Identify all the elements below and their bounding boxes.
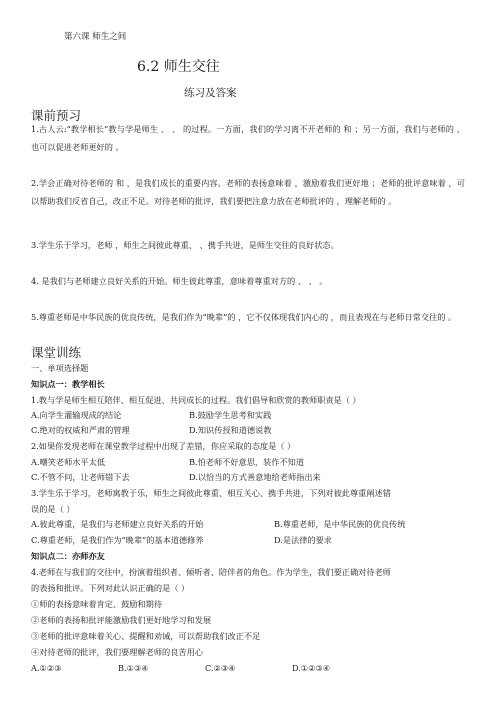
knowledge-point-1: 知识点一：教学相长	[31, 379, 105, 389]
page-subtitle: 练习及答案	[184, 87, 237, 99]
q2-option-a: A.嘲笑老师水平太低	[31, 457, 106, 467]
preview-item-1: 1.古人云:“教学相长”教与学是师生 、 、 的过程。一方面，我们的学习离不开老师的 和 ；另一方面，我们与老师的 ，也可以促进老师更好的 。	[31, 124, 465, 152]
q4-option-b: B.①③④	[118, 663, 149, 673]
knowledge-point-2: 知识点二：亦师亦友	[31, 551, 105, 561]
q4-statement-4: ④对待老师的批评，我们要理解老师的良苦用心	[31, 647, 203, 657]
q4-statement-1: ①师的表扬意味着肯定、鼓励和期待	[31, 599, 163, 609]
question-4-line-2: 的表扬和批评。下列对此认识正确的是（ ）	[31, 583, 190, 593]
question-2: 2.如果你发现老师在课堂教学过程中出现了差错，你应采取的态度是（ ）	[31, 441, 296, 451]
q2-option-d: D.以恰当的方式善意地给老师指出来	[189, 472, 321, 482]
q4-statement-2: ②老师的表扬和批评能激励我们更好地学习和发展	[31, 615, 212, 625]
q2-option-c: C.不管不问，让老师错下去	[31, 472, 130, 482]
page-title: 6.2 师生交往	[137, 59, 220, 75]
q1-option-b: B.鼓励学生思考和实践	[189, 410, 272, 420]
lesson-title: 第六课 师生之间	[64, 32, 127, 42]
q2-option-b: B.怕老师不好意思，装作不知道	[189, 457, 305, 467]
q3-option-d: D.是法律的要求	[274, 535, 332, 545]
q4-option-c: C.②③④	[205, 663, 236, 673]
question-3-line-1: 3.学生乐于学习，老师寓教于乐，师生之间彼此尊重、相互关心、携手共进，下列对彼此尊重阐述错	[31, 488, 391, 498]
question-1: 1.教与学是师生相互陪伴、相互促进、共同成长的过程。我们倡导和欣赏的教师职责是（ ）	[31, 395, 361, 405]
q1-option-a: A.向学生灌输现成的结论	[31, 410, 122, 420]
preview-item-4: 4. 是我们与老师建立良好关系的开始。师生彼此尊重，意味着尊重对方的 、 、 。	[31, 276, 328, 286]
preview-item-3: 3.学生乐于学习，老师 ，师生之间彼此尊重、 、携手共进，是师生交往的良好状态。	[31, 240, 339, 250]
preview-heading: 课前预习	[31, 108, 82, 123]
q3-option-c: C.尊重老师，是我们作为“晚辈”的基本道德修养	[31, 535, 204, 545]
training-heading: 课堂训练	[31, 345, 82, 360]
q3-option-a: A.彼此尊重，是我们与老师建立良好关系的开始	[31, 519, 204, 529]
q1-option-c: C.绝对的权威和严肃的管理	[31, 425, 130, 435]
q1-option-d: D.知识传授和道德说教	[189, 425, 272, 435]
preview-item-2: 2.学会正确对待老师的 和 ，是我们成长的重要内容。老师的表扬意味着 ，激励着我们更好地 ；老师的批评意味着 ，可以帮助我们反省自己，改正不足。对待老师的批评，我们要把注意力放在老师批评的 ，理解老师的 。	[31, 178, 465, 206]
q3-option-b: B.尊重老师，是中华民族的优良传统	[274, 519, 406, 529]
question-3-line-2: 误的是（ ）	[31, 504, 75, 514]
question-4-line-1: 4.老师在与我们的交往中，扮演着组织者、倾听者、陪伴者的角色。作为学生，我们要正确对待老师	[31, 567, 391, 577]
preview-item-5: 5.尊重老师是中华民族的优良传统，是我们作为“晚辈”的 ，它不仅体现我们内心的 ，而且表现在与老师日常交往的 。	[31, 312, 457, 322]
q4-statement-3: ③老师的批评意味着关心、提醒和劝诫，可以帮助我们改正不足	[31, 631, 261, 641]
q4-option-d: D.①②③④	[292, 663, 331, 673]
q4-option-a: A.①②③	[31, 663, 62, 673]
section-label: 一、单项选择题	[31, 363, 89, 373]
